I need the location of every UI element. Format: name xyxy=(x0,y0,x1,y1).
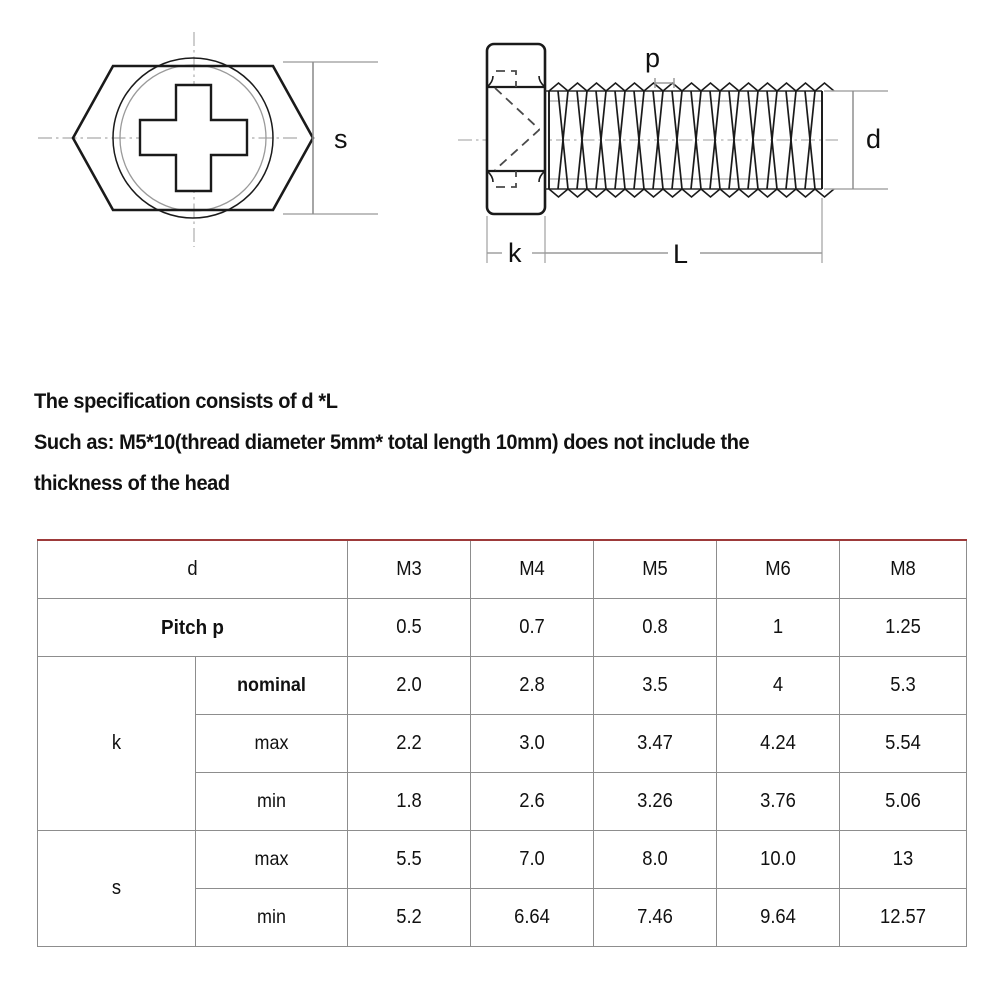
cell-k-nominal-m3: 2.0 xyxy=(348,657,471,715)
group-label-s: s xyxy=(38,831,196,947)
cell-k-min-m4: 2.6 xyxy=(471,773,594,831)
sub-label-s-min: min xyxy=(196,889,348,947)
header-cell-size-1: M4 xyxy=(471,540,594,599)
cell-k-min-m5: 3.26 xyxy=(594,773,717,831)
sub-label-k-min: min xyxy=(196,773,348,831)
cell-s-min-m3: 5.2 xyxy=(348,889,471,947)
technical-drawings xyxy=(0,0,1000,300)
cell-k-max-m3: 2.2 xyxy=(348,715,471,773)
phillips-cross-recess xyxy=(140,85,247,191)
bolt-head-outline xyxy=(487,44,545,214)
k-dimension-label: k xyxy=(508,238,522,268)
group-label-k: k xyxy=(38,657,196,831)
L-dimension-label: L xyxy=(673,239,689,269)
cell-k-min-m8: 5.06 xyxy=(840,773,967,831)
table-row-k-nominal xyxy=(38,657,967,715)
cell-s-min-m4: 6.64 xyxy=(471,889,594,947)
cell-k-max-m5: 3.47 xyxy=(594,715,717,773)
d-dimension-label: d xyxy=(866,124,882,154)
s-dimension-label: s xyxy=(334,124,348,154)
description-line-1: The specification consists of d *L xyxy=(34,389,338,413)
cell-s-min-m8: 12.57 xyxy=(840,889,967,947)
cell-s-min-m6: 9.64 xyxy=(717,889,840,947)
cell-pitch-m5: 0.8 xyxy=(594,599,717,657)
table-row-pitch xyxy=(38,599,967,657)
cell-s-max-m4: 7.0 xyxy=(471,831,594,889)
cell-k-nominal-m5: 3.5 xyxy=(594,657,717,715)
header-cell-d: d xyxy=(38,540,348,599)
p-dimension-label: p xyxy=(645,43,661,73)
sub-label-s-max: max xyxy=(196,831,348,889)
hex-head-top-view xyxy=(38,32,378,247)
header-cell-size-4: M8 xyxy=(840,540,967,599)
cell-s-min-m5: 7.46 xyxy=(594,889,717,947)
row-label-pitch: Pitch p xyxy=(38,599,348,657)
drawing-svg xyxy=(0,0,1000,300)
sub-label-k-max: max xyxy=(196,715,348,773)
cell-pitch-m4: 0.7 xyxy=(471,599,594,657)
cell-k-nominal-m6: 4 xyxy=(717,657,840,715)
cell-s-max-m3: 5.5 xyxy=(348,831,471,889)
cell-pitch-m6: 1 xyxy=(717,599,840,657)
cell-k-max-m6: 4.24 xyxy=(717,715,840,773)
sub-label-k-nominal: nominal xyxy=(196,657,348,715)
hex-bolt-side-view xyxy=(458,43,888,269)
table-row-s-max xyxy=(38,831,967,889)
cell-k-max-m4: 3.0 xyxy=(471,715,594,773)
header-cell-size-2: M5 xyxy=(594,540,717,599)
specification-table xyxy=(37,539,967,947)
cell-k-min-m6: 3.76 xyxy=(717,773,840,831)
description-line-2: Such as: M5*10(thread diameter 5mm* total length 10mm) does not include the xyxy=(34,430,750,454)
table-row-header xyxy=(38,540,967,599)
cell-pitch-m8: 1.25 xyxy=(840,599,967,657)
cell-k-nominal-m4: 2.8 xyxy=(471,657,594,715)
cell-s-max-m5: 8.0 xyxy=(594,831,717,889)
cell-k-nominal-m8: 5.3 xyxy=(840,657,967,715)
cell-s-max-m6: 10.0 xyxy=(717,831,840,889)
cell-k-min-m3: 1.8 xyxy=(348,773,471,831)
description-line-3: thickness of the head xyxy=(34,471,230,495)
cell-s-max-m8: 13 xyxy=(840,831,967,889)
header-cell-size-0: M3 xyxy=(348,540,471,599)
header-cell-size-3: M6 xyxy=(717,540,840,599)
specification-table-container xyxy=(37,539,963,947)
cell-pitch-m3: 0.5 xyxy=(348,599,471,657)
cell-k-max-m8: 5.54 xyxy=(840,715,967,773)
specification-description xyxy=(34,381,974,504)
